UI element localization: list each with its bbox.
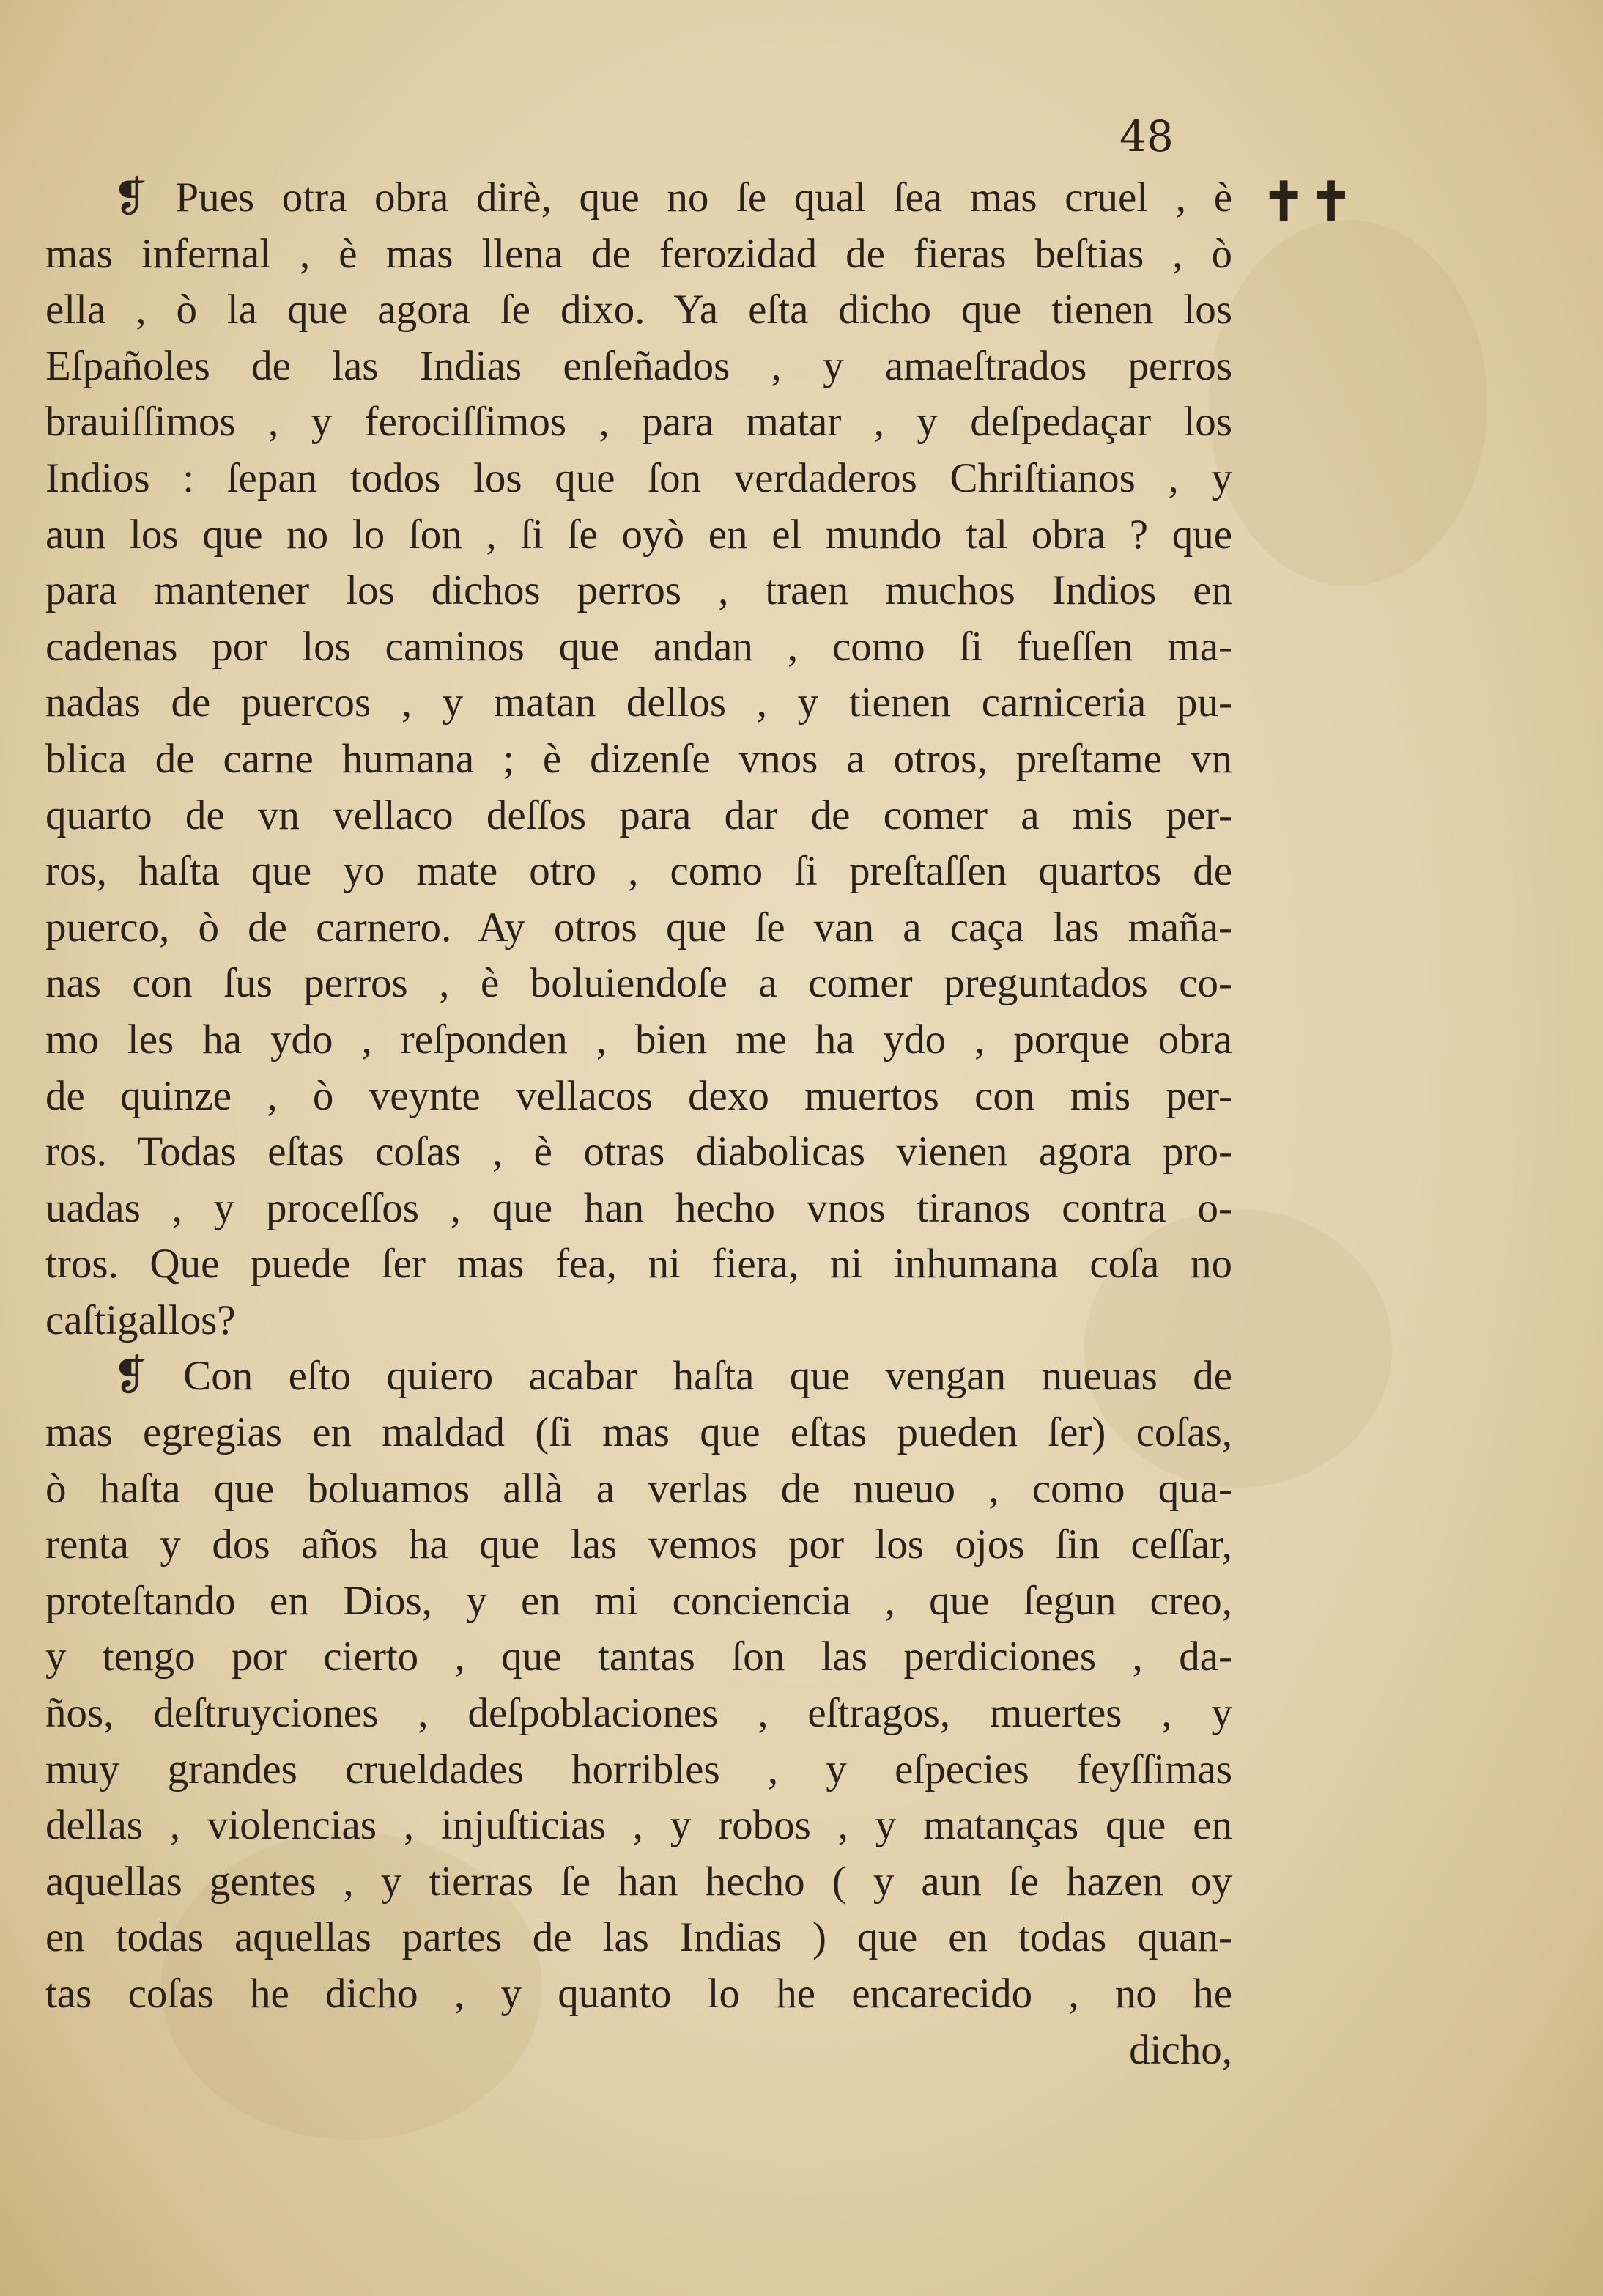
text-line: renta y dos años ha que las vemos por los ojos ſin ceſſar, — [45, 1521, 1232, 1568]
text-line: para mantener los dichos perros , traen muchos Indios en — [45, 567, 1232, 614]
text-line: en todas aquellas partes de las Indias ) que en todas quan- — [45, 1914, 1232, 1961]
text-line: mas infernal , è mas llena de ferozidad de fieras beſtias , ò — [45, 230, 1232, 277]
text-line: ños, deſtruyciones , deſpoblaciones , eſtragos, muertes , y — [45, 1690, 1232, 1737]
paper-stain — [1209, 220, 1487, 586]
text-line: blica de carne humana ; è dizenſe vnos a otros, preſtame vn — [45, 735, 1232, 782]
text-line: mas egregias en maldad (ſi mas que eſtas pueden ſer) coſas, — [45, 1409, 1232, 1456]
text-line: caſtigallos? — [45, 1296, 236, 1343]
text-line: y tengo por cierto , que tantas ſon las perdiciones , da- — [45, 1634, 1232, 1680]
text-line: de quinze , ò veynte vellacos dexo muertos con mis per- — [45, 1072, 1232, 1119]
text-line: aun los que no lo ſon , ſi ſe oyò en el mundo tal obra ? que — [45, 511, 1232, 558]
body-text — [45, 170, 1232, 2078]
text-line: Eſpañoles de las Indias enſeñados , y amaeſtrados perros — [45, 342, 1232, 389]
text-line: ros, haſta que yo mate otro , como ſi preſtaſſen quartos de — [45, 848, 1232, 895]
text-line: mo les ha ydo , reſponden , bien me ha ydo , porque obra — [45, 1016, 1232, 1063]
text-line: Indios : ſepan todos los que ſon verdaderos Chriſtianos , y — [45, 454, 1232, 501]
text-line: tros. Que puede ſer mas fea, ni fiera, ni inhumana coſa no — [45, 1241, 1232, 1288]
text-line: dellas , violencias , injuſticias , y robos , y matanças que en — [45, 1802, 1232, 1849]
text-line: cadenas por los caminos que andan , como ſi fueſſen ma- — [45, 623, 1232, 670]
text-line: brauiſſimos , y ferociſſimos , para matar , y deſpedaçar los — [45, 399, 1232, 446]
text-line: nadas de puercos , y matan dellos , y tienen carniceria pu- — [45, 679, 1232, 726]
text-line: quarto de vn vellaco deſſos para dar de comer a mis per- — [45, 791, 1232, 838]
page-number: 48 — [1119, 111, 1174, 161]
text-line: uadas , y proceſſos , que han hecho vnos tiranos contra o- — [45, 1184, 1232, 1231]
text-line: ros. Todas eſtas coſas , è otras diabolicas vienen agora pro- — [45, 1129, 1232, 1175]
text-line: proteſtando en Dios, y en mi conciencia , que ſegun creo, — [45, 1577, 1232, 1624]
text-line: muy grandes crueldades horribles , y eſpecies feyſſimas — [45, 1746, 1232, 1793]
text-line: ❡ Con eſto quiero acabar haſta que vengan nueuas de — [113, 1353, 1232, 1400]
text-line: tas coſas he dicho , y quanto lo he encarecido , no he — [45, 1971, 1232, 2017]
text-line: nas con ſus perros , è boluiendoſe a comer preguntados co- — [45, 960, 1232, 1007]
catchword: dicho, — [1129, 2026, 1232, 2073]
text-line: ella , ò la que agora ſe dixo. Ya eſta dicho que tienen los — [45, 287, 1232, 333]
text-line: ❡ Pues otra obra dirè, que no ſe qual ſea mas cruel , è — [113, 174, 1232, 221]
text-line: puerco, ò de carnero. Ay otros que ſe van a caça las maña- — [45, 904, 1232, 950]
text-line: ò haſta que boluamos allà a verlas de nueuo , como qua- — [45, 1465, 1232, 1512]
marginal-cross-mark: ✝✝ — [1262, 170, 1356, 232]
text-line: aquellas gentes , y tierras ſe han hecho ( y aun ſe hazen oy — [45, 1858, 1232, 1905]
